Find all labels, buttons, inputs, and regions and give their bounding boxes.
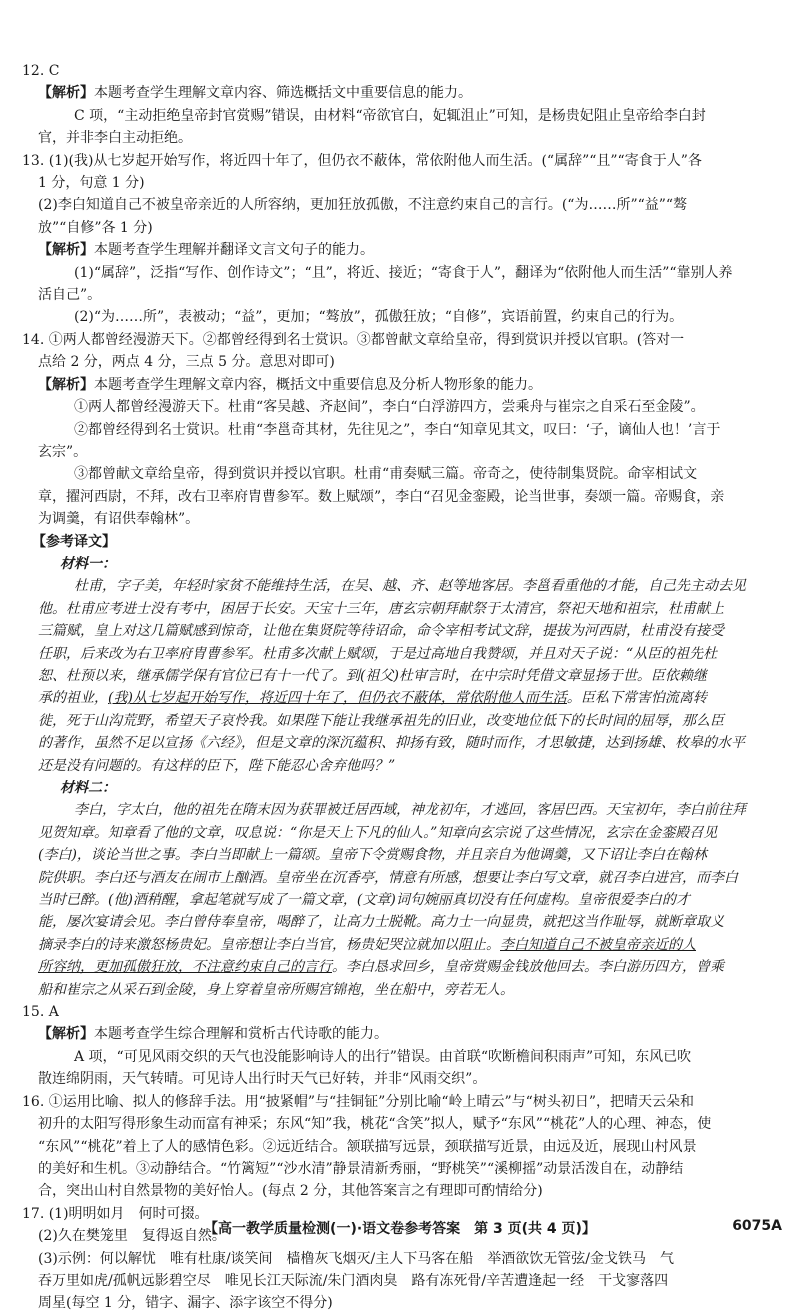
material-1-line: 还是没有问题的。有这样的臣下，陛下能忍心舍弃他吗？” — [38, 757, 396, 774]
underlined-answer: 所容纳，更加孤傲狂放，不注意约束自己的言行 — [38, 959, 332, 976]
translation-body — [22, 553, 782, 1001]
material-2-line-underlined — [22, 934, 782, 956]
text-span: 。李白恳求回乡，皇帝赏赐金钱放他回去。李白游历四方，曾乘 — [332, 959, 724, 976]
q13-line-c2: 活自己”。 — [38, 287, 102, 304]
underlined-answer: 李白知道自己不被皇帝亲近的人 — [500, 936, 696, 953]
q17-line5: 周星(每空 1 分，错字、漏字、添字该空不得分) — [38, 1295, 333, 1312]
q13-line-c1: (1)“属辞”，泛指“写作、创作诗文”；“且”，将近、接近；“寄食于人”，翻译为“依附他人而生活”“靠别人养 — [74, 264, 733, 281]
q13-line-b2: 放”“自修”各 1 分) — [38, 219, 153, 236]
underlined-answer: (我)从七岁起开始写作，将近四十年了，但仍衣不蔽体，常依附他人而生活 — [108, 690, 567, 707]
q15-analysis — [22, 1023, 782, 1045]
q14-point3a: ③都曾献文章给皇帝，得到赏识并授以官职。杜甫“甫奏赋三篇。帝奇之，使待制集贤院。命宰相试文 — [74, 466, 698, 483]
analysis-text: 本题考查学生理解并翻译文言文句子的能力。 — [94, 242, 374, 259]
q13-analysis — [22, 239, 782, 261]
footer-title: 【高一教学质量检测(一)·语文卷参考答案 第 3 页(共 4 页)】 — [204, 1221, 596, 1237]
material-1-line-underlined — [22, 687, 782, 709]
text-span: 摘录李白的诗来激怒杨贵妃。皇帝想让李白当官，杨贵妃哭泣就加以阻止。 — [38, 936, 500, 953]
material-1-line: 杜甫，字子美，年轻时家贫不能维持生活，在吴、越、齐、赵等地客居。李邕看重他的才能，自己先主动去见 — [74, 578, 746, 595]
text-span: 。臣私下常害怕流离转 — [566, 690, 707, 707]
material-2-line: 船和崔宗之从采石到金陵，身上穿着皇帝所赐宫锦袍，坐在船中，旁若无人。 — [38, 981, 514, 998]
q13-line-a1: 13. (1)(我)从七岁起开始写作，将近四十年了，但仍衣不蔽体，常依附他人而生活。(“属辞”“且”“寄食于人”各 — [22, 152, 702, 169]
q17-line4: 吞万里如虎/孤帆远影碧空尽 唯见长江天际流/朱门酒肉臭 路有冻死骨/辛苦遭逢起一经 干戈寥落四 — [38, 1272, 669, 1289]
q15-line2: 散连绵阴雨，天气转晴。可见诗人出行时天气已好转，并非“风雨交织”。 — [38, 1071, 487, 1088]
q16-line: 16. ①运用比喻、拟人的修辞手法。用“披紧帽”与“挂铜钲”分别比喻“岭上晴云”与“树头初日”，把晴天云朵和 — [22, 1093, 694, 1110]
q16-line: 初升的太阳写得形象生动而富有神采；东风“知”我，桃花“含笑”拟人，赋予“东风”“桃花”人的心理、神态，使 — [38, 1116, 712, 1133]
text-span: 承的祖业， — [38, 690, 108, 707]
analysis-tag: 【解析】 — [38, 1026, 94, 1043]
q16-line: “东风”“桃花”着上了人的感情色彩。②远近结合。颔联描写远景，颈联描写近景，由远及近，展现山村风景 — [38, 1138, 697, 1155]
footer-code: 6075A — [732, 1218, 782, 1234]
analysis-text: 本题考查学生理解文章内容，概括文中重要信息及分析人物形象的能力。 — [94, 376, 542, 393]
material-2-line: 李白，字太白，他的祖先在隋末因为获罪被迁居西域，神龙初年，才逃回，客居巴西。天宝初年，李白前往拜 — [74, 802, 746, 819]
material-1-line: 任职，后来改为右卫率府胄曹参军。杜甫多次献上赋颂，于是过高地自我赞颂，并且对天子说：“从臣的祖先杜 — [38, 645, 718, 662]
q13-line-b1: (2)李白知道自己不被皇帝亲近的人所容纳，更加狂放孤傲，不注意约束自己的言行。(“为……所”“益”“骜 — [38, 197, 688, 214]
material-1-line: 三篇赋，皇上对这几篇赋感到惊奇，让他在集贤院等待诏命，命令宰相考试文辞，提拔为河西尉，杜甫没有接受 — [38, 623, 724, 640]
translation-header: 【参考译文】 — [32, 533, 116, 550]
q14-line-a1: 14. ①两人都曾经漫游天下。②都曾经得到名士赏识。③都曾献文章给皇帝，得到赏识并授以官职。(答对一 — [22, 331, 685, 348]
analysis-tag: 【解析】 — [38, 376, 94, 393]
analysis-text: 本题考查学生理解文章内容、筛选概括文中重要信息的能力。 — [94, 85, 472, 102]
material-1-title: 材料一： — [60, 555, 116, 572]
analysis-tag: 【解析】 — [38, 242, 94, 259]
material-2-line: 院供职。李白还与酒友在闹市上酗酒。皇帝坐在沉香亭，情意有所感，想要让李白写文章，就召李白进宫，而李白 — [38, 869, 738, 886]
analysis-text: 本题考查学生综合理解和赏析古代诗歌的能力。 — [94, 1026, 388, 1043]
material-2-title: 材料二： — [60, 780, 116, 796]
q14-point3c: 为调羹，有诏供奉翰林”。 — [38, 511, 200, 528]
q17-line1: 17. (1)明明如月 何时可掇。 — [22, 1205, 209, 1222]
material-2-line: 见贺知章。知章看了他的文章，叹息说：“你是天上下凡的仙人。”知章向玄宗说了这些情况，玄宗在金銮殿召见 — [38, 824, 718, 841]
q13-line-d1: (2)“为……所”，表被动；“益”，更加；“骜放”，孤傲狂放；“自修”，宾语前置，约束自己的行为。 — [74, 309, 684, 326]
material-1-line: 的著作，虽然不足以宣扬《六经》，但是文章的深沉蕴积、抑扬有致，随时而作，才思敏捷，达到扬雄、枚皋的水平 — [38, 735, 745, 752]
q17-line3: (3)示例：何以解忧 唯有杜康/谈笑间 樯橹灰飞烟灭/主人下马客在船 举酒欲饮无管弦/金戈铁马 气 — [38, 1250, 674, 1267]
q13-line-a2: 1 分，句意 1 分) — [38, 175, 145, 192]
q15-line1: A 项，“可见风雨交织的天气也没能影响诗人的出行”错误。由首联“吹断檐间积雨声”可知，东风已吹 — [74, 1048, 692, 1065]
q14-line-a2: 点给 2 分，两点 4 分，三点 5 分。意思对即可) — [38, 354, 335, 371]
q14-point2a: ②都曾经得到名士赏识。杜甫“李邕奇其材，先往见之”，李白“知章见其文，叹曰：‘子，谪仙人也！’言于 — [74, 421, 721, 438]
q14-point3b: 章，擢河西尉，不拜，改右卫率府胄曹参军。数上赋颂”，李白“召见金銮殿，论当世事，奏颂一篇。帝赐食，亲 — [38, 488, 725, 505]
material-2-line: (李白)，谈论当世之事。李白当即献上一篇颂。皇帝下令赏赐食物，并且亲自为他调羹，又下诏让李白在翰林 — [38, 847, 707, 864]
material-2-line: 能，屡次宴请会见。李白曾侍奉皇帝，喝醉了，让高力士脱靴。高力士一向显贵，就把这当作耻辱，就断章取义 — [38, 914, 724, 931]
q17-line2: (2)久在樊笼里 复得返自然。 — [38, 1228, 226, 1245]
page-footer — [0, 1218, 800, 1242]
material-1-line: 恕、杜预以来，继承儒学保有官位已有十一代了。到(祖父)杜审言时，在中宗时凭借文章显扬于世。臣依赖继 — [38, 667, 707, 684]
material-2-line: 当时已醉。(他)酒稍醒，拿起笔就写成了一篇文章，(文章)词句婉丽真切没有任何虚构。皇帝很爱李白的才 — [38, 892, 690, 909]
material-2-line-underlined — [22, 956, 782, 978]
q14-point1: ①两人都曾经漫游天下。杜甫“客吴越、齐赵间”，李白“白浮游四方，尝乘舟与崔宗之自采石至金陵”。 — [74, 399, 705, 416]
q12-line4: 官，并非李白主动拒绝。 — [38, 130, 192, 147]
q14-point2b: 玄宗”。 — [38, 443, 88, 460]
q15-number: 15. A — [22, 1004, 59, 1021]
q12-number: 12. C — [22, 63, 60, 79]
q16-line: 的美好和生机。③动静结合。“竹篱短”“沙水清”静景清新秀丽，“野桃笑”“溪柳摇”动景活泼自在，动静结 — [38, 1160, 684, 1177]
q16-line: 合，突出山村自然景物的美好怡人。(每点 2 分，其他答案言之有理即可酌情给分) — [38, 1183, 543, 1200]
analysis-tag: 【解析】 — [38, 85, 94, 102]
q12-analysis — [22, 82, 782, 104]
q12-line3: C 项，“主动拒绝皇帝封官赏赐”错误，由材料“帝欲官白，妃辄沮止”可知，是杨贵妃阻止皇帝给李白封 — [74, 107, 706, 124]
q14-analysis — [22, 374, 782, 396]
material-1-line: 徙，死于山沟荒野，希望天子哀怜我。如果陛下能让我继承祖先的旧业，改变地位低下的长时间的屈辱，那么臣 — [38, 712, 724, 729]
material-1-line: 他。杜甫应考进士没有考中，困居于长安。天宝十三年，唐玄宗朝拜献祭于太清宫，祭祀天地和祖宗，杜甫献上 — [38, 600, 724, 617]
